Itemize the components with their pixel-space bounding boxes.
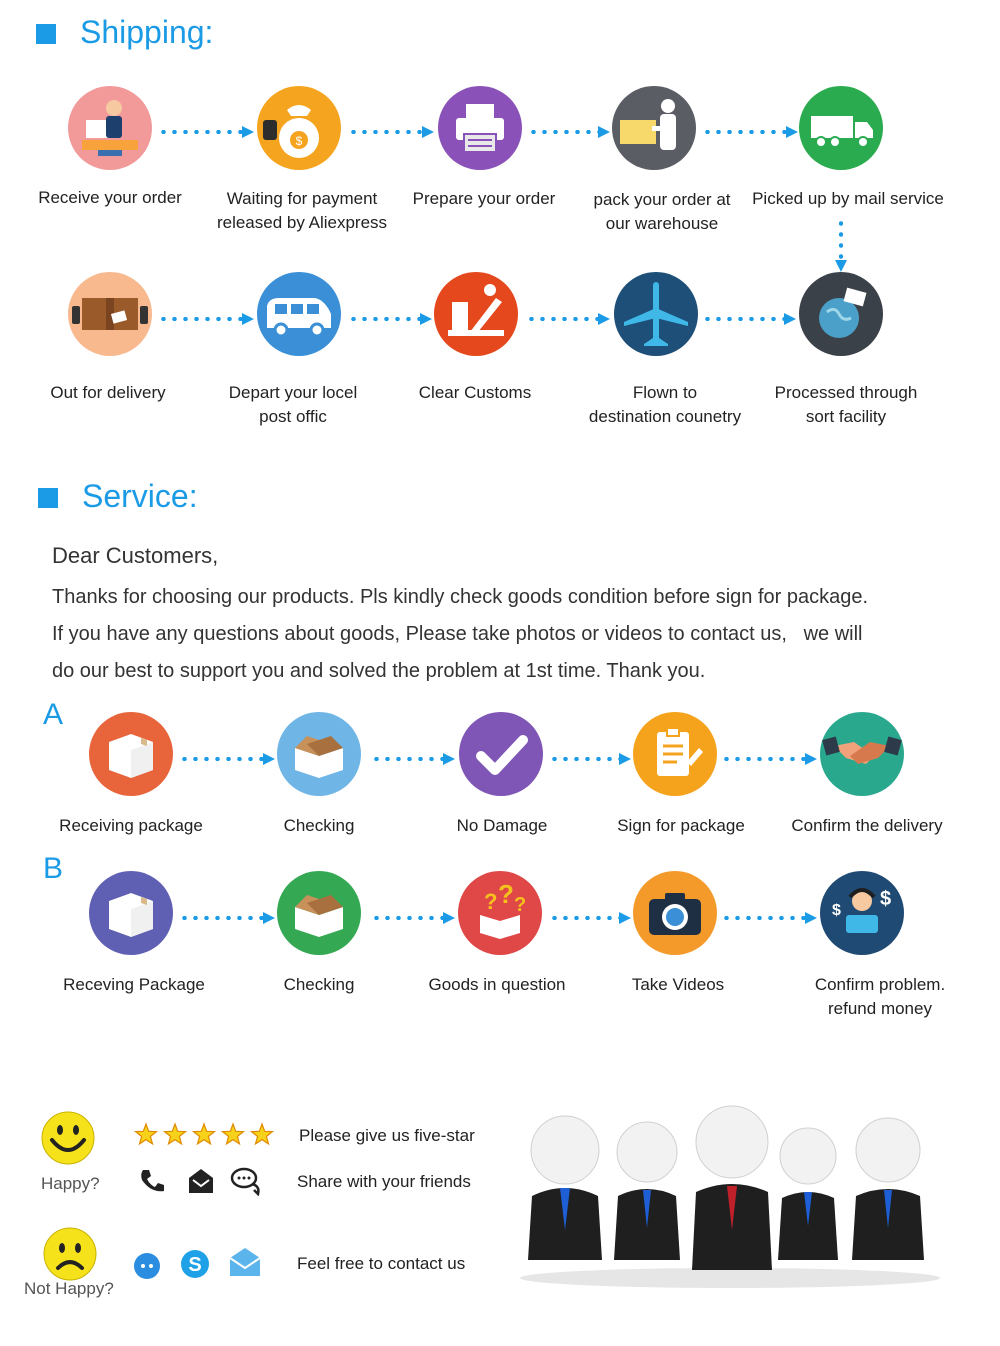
- not-happy-label: Not Happy?: [24, 1279, 114, 1298]
- share-text: Share with your friends: [297, 1172, 471, 1191]
- service-title: Service:: [82, 478, 198, 514]
- flow-arrow-down: [839, 218, 843, 260]
- five-star-rating[interactable]: [134, 1122, 274, 1148]
- open-box-icon: [277, 871, 361, 955]
- step-label: Waiting for payment released by Aliexpress: [216, 189, 388, 232]
- row-letter-a: A: [43, 698, 64, 731]
- step-label: Receving Package: [63, 975, 205, 994]
- step-label: Receiving package: [59, 816, 203, 835]
- package-worker-icon: [612, 86, 696, 170]
- step-label: pack your order at our warehouse: [593, 190, 731, 233]
- handshake-icon: [820, 712, 904, 796]
- arrow-down-icon: [835, 260, 847, 272]
- step-label: No Damage: [456, 816, 548, 835]
- mail-envelope-icon[interactable]: [228, 1246, 262, 1278]
- step-label: Goods in question: [428, 975, 566, 994]
- business-team-illustration: [510, 1100, 950, 1290]
- chat-icon[interactable]: [230, 1166, 262, 1196]
- parcel-icon: [68, 272, 152, 356]
- svg-text:$: $: [832, 902, 841, 919]
- box-icon: [89, 871, 173, 955]
- step-label: Out for delivery: [50, 383, 166, 402]
- email-icon[interactable]: [186, 1166, 216, 1196]
- open-box-icon: [277, 712, 361, 796]
- printer-icon: [438, 86, 522, 170]
- svg-text:?: ?: [484, 889, 498, 914]
- phone-icon[interactable]: [137, 1166, 167, 1196]
- flow-arrow: [549, 753, 631, 765]
- happy-smiley-icon: [40, 1110, 96, 1166]
- airplane-icon: [614, 272, 698, 356]
- service-line: If you have any questions about goods, Please take photos or videos to contact us, we will: [52, 623, 863, 645]
- flow-arrow: [348, 126, 434, 138]
- camera-icon: [633, 871, 717, 955]
- flow-arrow: [158, 313, 254, 325]
- step-label: Take Videos: [631, 975, 725, 994]
- step-label: Depart your locel post offic: [228, 383, 358, 426]
- step-label: Clear Customs: [418, 383, 532, 402]
- step-label: Processed through sort facility: [774, 383, 918, 426]
- star-icon[interactable]: [252, 1124, 273, 1144]
- step-label: Confirm the delivery: [791, 816, 943, 835]
- van-icon: [257, 272, 341, 356]
- step-label: Confirm problem. refund money: [814, 975, 946, 1018]
- question-box-icon: [458, 871, 542, 955]
- service-line: Thanks for choosing our products. Pls kindly check goods condition before sign for package.: [52, 586, 869, 608]
- step-label: Sign for package: [617, 816, 745, 835]
- step-label: Checking: [283, 816, 355, 835]
- step-label: Picked up by mail service: [752, 189, 944, 208]
- customs-officer-icon: [434, 272, 518, 356]
- skype-icon[interactable]: [179, 1248, 211, 1280]
- star-icon[interactable]: [223, 1124, 244, 1144]
- flow-arrow: [528, 126, 610, 138]
- svg-text:S: S: [188, 1254, 202, 1276]
- happy-label: Happy?: [41, 1174, 100, 1193]
- step-label: Checking: [283, 975, 355, 994]
- messenger-icon[interactable]: [132, 1250, 162, 1280]
- five-star-text: Please give us five-star: [299, 1126, 475, 1145]
- flow-arrow: [702, 313, 796, 325]
- step-label: Prepare your order: [412, 189, 556, 208]
- flow-arrow: [721, 753, 817, 765]
- flow-arrow: [371, 912, 455, 924]
- step-label: Flown to destination counetry: [588, 383, 742, 426]
- shipping-title: Shipping:: [80, 14, 214, 50]
- globe-mail-icon: [799, 272, 883, 356]
- svg-text:?: ?: [514, 894, 527, 916]
- clipboard-pen-icon: [633, 712, 717, 796]
- step-label: Receive your order: [38, 188, 182, 207]
- checkmark-icon: [459, 712, 543, 796]
- money-bag-icon: [257, 86, 341, 170]
- flow-arrow: [526, 313, 610, 325]
- greeting: Dear Customers,: [52, 543, 219, 568]
- star-icon[interactable]: [165, 1124, 186, 1144]
- cashier-icon: [68, 86, 152, 170]
- star-icon[interactable]: [136, 1124, 157, 1144]
- flow-arrow: [348, 313, 432, 325]
- contact-text: Feel free to contact us: [297, 1254, 466, 1273]
- support-agent-icon: [820, 871, 904, 955]
- flow-arrow: [158, 126, 254, 138]
- flow-arrow: [371, 753, 455, 765]
- heading-square: [38, 488, 58, 508]
- flow-arrow: [179, 753, 275, 765]
- truck-icon: [799, 86, 883, 170]
- svg-text:$: $: [880, 888, 892, 910]
- svg-text:?: ?: [498, 879, 514, 909]
- flow-arrow: [702, 126, 798, 138]
- row-letter-b: B: [43, 852, 64, 885]
- flow-arrow: [549, 912, 631, 924]
- sad-smiley-icon: [42, 1226, 98, 1282]
- box-icon: [89, 712, 173, 796]
- flow-arrow: [179, 912, 275, 924]
- heading-square: [36, 24, 56, 44]
- star-icon[interactable]: [194, 1124, 215, 1144]
- flow-arrow: [721, 912, 817, 924]
- svg-text:$: $: [295, 134, 303, 148]
- service-line: do our best to support you and solved the problem at 1st time. Thank you.: [52, 660, 706, 682]
